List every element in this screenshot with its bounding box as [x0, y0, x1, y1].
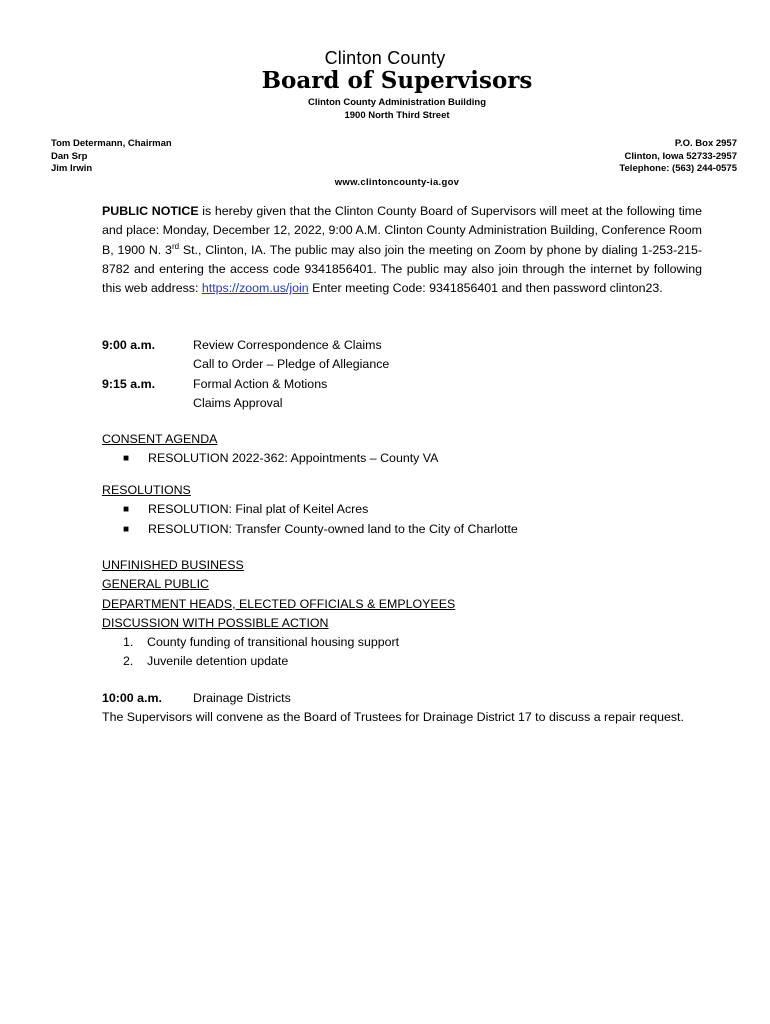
bullet-icon: ■	[123, 504, 130, 516]
item-number: 2.	[123, 654, 134, 669]
website: www.clintoncounty-ia.gov	[334, 177, 460, 188]
resolutions-section	[102, 481, 518, 539]
schedule-item: Formal Action & Motions	[193, 376, 328, 391]
board-title: Board of Supervisors	[261, 67, 533, 94]
drainage-time: 10:00 a.m.	[102, 691, 162, 705]
schedule-item: Claims Approval	[193, 395, 283, 410]
general-public-heading: GENERAL PUBLIC	[102, 577, 209, 592]
drainage-row	[102, 689, 702, 708]
drainage-title: Drainage Districts	[193, 691, 291, 705]
drainage-text: The Supervisors will convene as the Board of Trustees for Drainage District 17 to discuss a repair request.	[102, 710, 684, 725]
notice-text: St., Clinton, IA. The public may also join the meeting on Zoom by phone by dialing 1-253-215-8782 and entering the access code 9341856401. The public may also join through the internet by following this web address:	[102, 242, 703, 296]
list-item	[102, 449, 438, 468]
notice-text: is hereby given that the Clinton County Board of Supervisors will meet at the following time and place: Monday, December 12, 2022, 9:00 A.M. Clinton County Administration Building, Conference Room B, 1900 N. 3	[102, 204, 702, 257]
schedule-row	[102, 355, 389, 374]
list-item-text: RESOLUTION 2022-362: Appointments – County VA	[148, 451, 439, 466]
list-item-text: Juvenile detention update	[147, 654, 289, 669]
city-state: Clinton, Iowa 52733-2957	[624, 150, 737, 162]
telephone: Telephone: (563) 244-0575	[619, 163, 737, 175]
list-item-text: County funding of transitional housing support	[147, 635, 400, 650]
consent-agenda-section	[102, 430, 438, 469]
supervisor-name: Dan Srp	[51, 150, 88, 162]
schedule-time: 9:15 a.m.	[102, 376, 156, 391]
list-item-text: RESOLUTION: Final plat of Keitel Acres	[148, 502, 369, 517]
schedule	[102, 336, 389, 413]
notice-label: PUBLIC NOTICE	[102, 204, 199, 218]
drainage-section	[102, 689, 702, 728]
building-name: Clinton County Administration Building	[307, 97, 486, 108]
schedule-time	[102, 394, 193, 413]
zoom-link[interactable]: https://zoom.us/join	[201, 281, 309, 296]
notice-text: Enter meeting Code: 9341856401 and then password clinton23.	[308, 281, 663, 296]
list-item	[102, 652, 455, 671]
schedule-item: Call to Order – Pledge of Allegiance	[193, 357, 390, 372]
list-item	[102, 520, 518, 539]
supervisor-name: Jim Irwin	[51, 163, 93, 175]
schedule-item: Review Correspondence & Claims	[193, 338, 382, 352]
item-number: 1.	[123, 635, 134, 650]
schedule-row	[102, 336, 389, 355]
bullet-icon: ■	[123, 453, 130, 465]
supervisor-name: Tom Determann, Chairman	[51, 138, 172, 149]
bullet-icon: ■	[123, 523, 130, 535]
other-business-section	[102, 556, 455, 672]
county-name: Clinton County	[324, 48, 446, 68]
list-item-text: RESOLUTION: Transfer County-owned land to the City of Charlotte	[148, 521, 518, 536]
schedule-time: 9:00 a.m.	[102, 338, 156, 352]
department-heads-heading: DEPARTMENT HEADS, ELECTED OFFICIALS & EMPLOYEES	[102, 596, 456, 611]
schedule-row	[102, 375, 389, 394]
unfinished-business-heading: UNFINISHED BUSINESS	[102, 558, 244, 572]
list-item	[102, 500, 518, 519]
ordinal-suffix: rd	[171, 241, 180, 251]
contact-block	[619, 138, 737, 176]
po-box: P.O. Box 2957	[674, 138, 737, 149]
supervisors-list	[51, 138, 172, 176]
public-notice-paragraph	[102, 202, 702, 298]
schedule-row	[102, 394, 389, 413]
resolutions-heading: RESOLUTIONS	[102, 483, 191, 497]
schedule-time	[102, 355, 193, 374]
list-item	[102, 633, 455, 652]
discussion-heading: DISCUSSION WITH POSSIBLE ACTION	[102, 615, 329, 630]
consent-agenda-heading: CONSENT AGENDA	[102, 432, 218, 446]
street-address: 1900 North Third Street	[344, 110, 450, 121]
